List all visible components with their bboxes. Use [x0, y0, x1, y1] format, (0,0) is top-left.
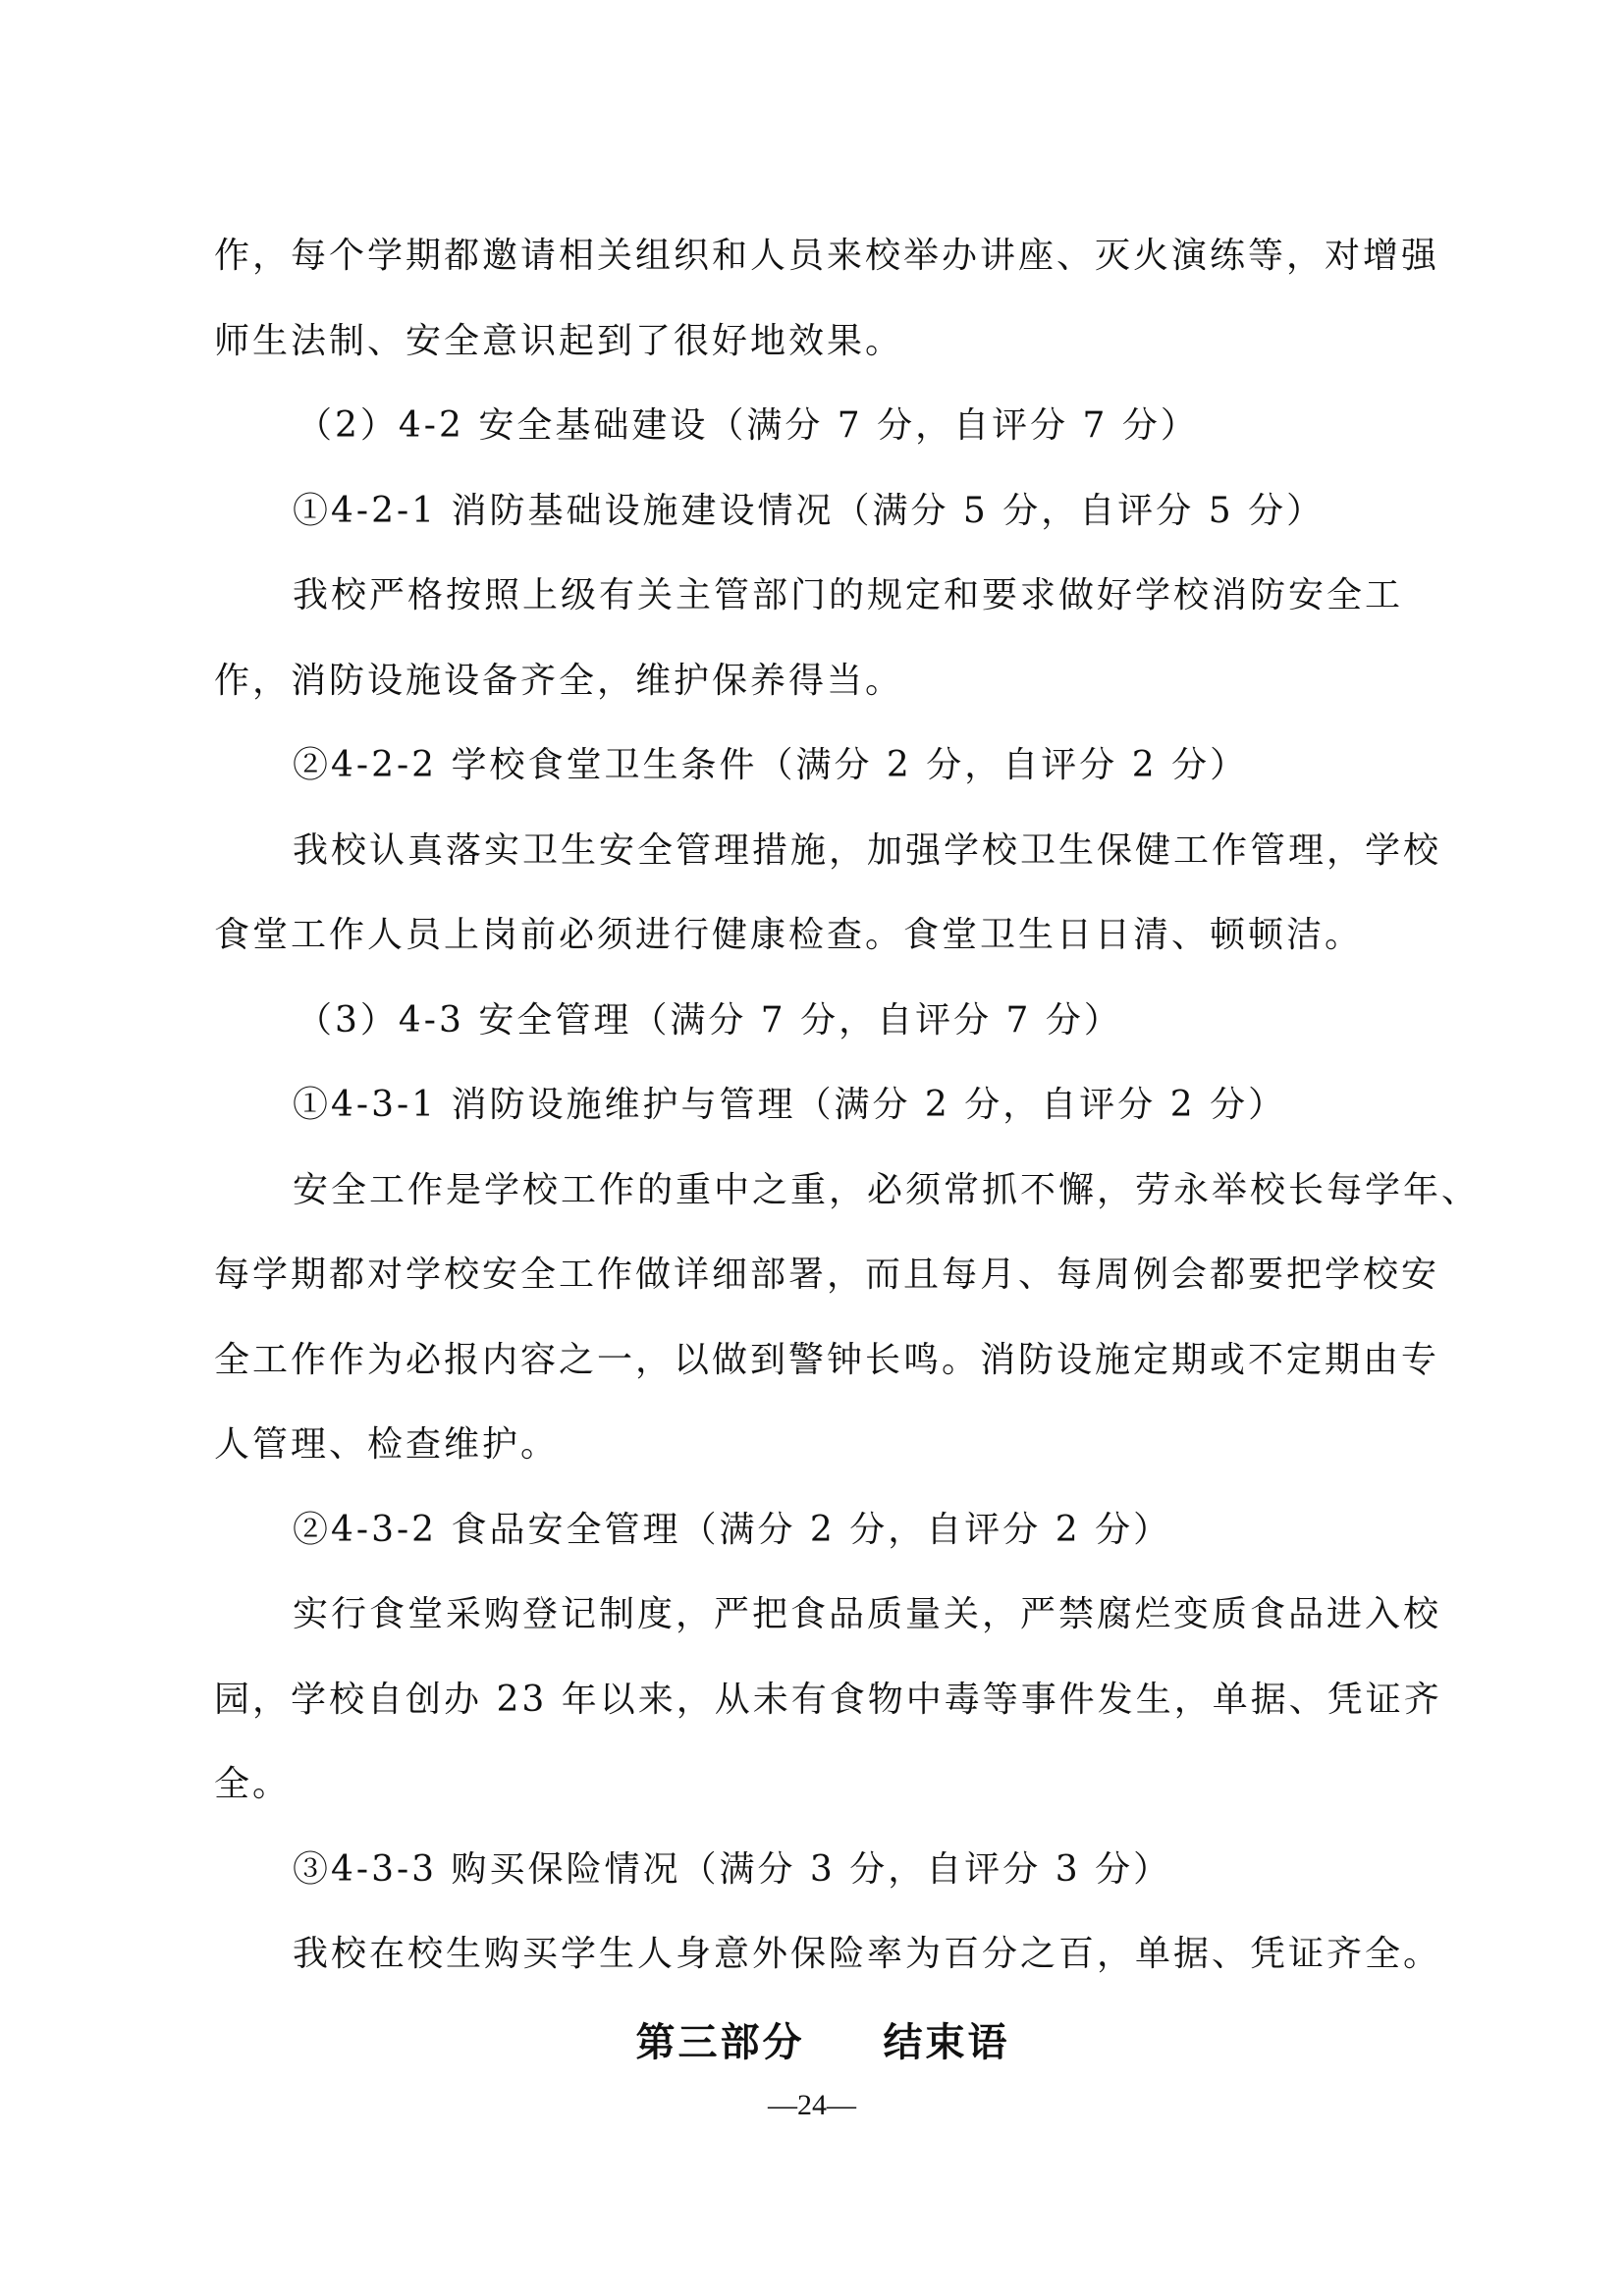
paragraph-line: 实行食堂采购登记制度，严把食品质量关，严禁腐烂变质食品进入校 — [293, 1594, 1442, 1634]
paragraph-line: 每学期都对学校安全工作做详细部署，而且每月、每周例会都要把学校安 — [214, 1255, 1440, 1295]
page-number: —24— — [768, 2089, 856, 2121]
paragraph-line: 安全工作是学校工作的重中之重，必须常抓不懈，劳永举校长每学年、 — [293, 1169, 1481, 1210]
paragraph-line: 全。 — [214, 1764, 292, 1804]
paragraph-line: 作，每个学期都邀请相关组织和人员来校举办讲座、灭火演练等，对增强 — [214, 236, 1440, 276]
part-heading-title: 结束语 — [883, 2018, 1010, 2065]
paragraph-line: 师生法制、安全意识起到了很好地效果。 — [214, 320, 904, 361]
document-body — [214, 214, 1481, 2088]
paragraph-line: 园，学校自创办 23 年以来，从未有食物中毒等事件发生，单据、凭证齐 — [214, 1679, 1442, 1720]
paragraph-line: 人管理、检查维护。 — [214, 1424, 560, 1465]
paragraph-line: 我校在校生购买学生人身意外保险率为百分之百，单据、凭证齐全。 — [293, 1934, 1442, 1974]
section-heading: （3）4-3 安全管理（满分 7 分，自评分 7 分） — [297, 999, 1122, 1041]
subsection-heading: ①4-3-1 消防设施维护与管理（满分 2 分，自评分 2 分） — [293, 1085, 1287, 1125]
subsection-heading: ②4-2-2 学校食堂卫生条件（满分 2 分，自评分 2 分） — [293, 745, 1249, 785]
subsection-heading: ③4-3-3 购买保险情况（满分 3 分，自评分 3 分） — [293, 1848, 1172, 1890]
paragraph-line: 全工作作为必报内容之一，以做到警钟长鸣。消防设施定期或不定期由专 — [214, 1339, 1440, 1380]
part-heading-label: 第三部分 — [635, 2018, 805, 2065]
subsection-heading: ①4-2-1 消防基础设施建设情况（满分 5 分，自评分 5 分） — [293, 490, 1326, 531]
paragraph-line: 食堂工作人员上岗前必须进行健康检查。食堂卫生日日清、顿顿洁。 — [214, 915, 1364, 955]
subsection-heading: ②4-3-2 食品安全管理（满分 2 分，自评分 2 分） — [293, 1509, 1172, 1550]
paragraph-line: 作，消防设施设备齐全，维护保养得当。 — [214, 660, 904, 701]
section-heading: （2）4-2 安全基础建设（满分 7 分，自评分 7 分） — [297, 405, 1199, 446]
paragraph-line: 我校严格按照上级有关主管部门的规定和要求做好学校消防安全工 — [293, 575, 1404, 615]
paragraph-line: 我校认真落实卫生安全管理措施，加强学校卫生保健工作管理，学校 — [293, 829, 1442, 871]
part-heading — [214, 1998, 1432, 2088]
